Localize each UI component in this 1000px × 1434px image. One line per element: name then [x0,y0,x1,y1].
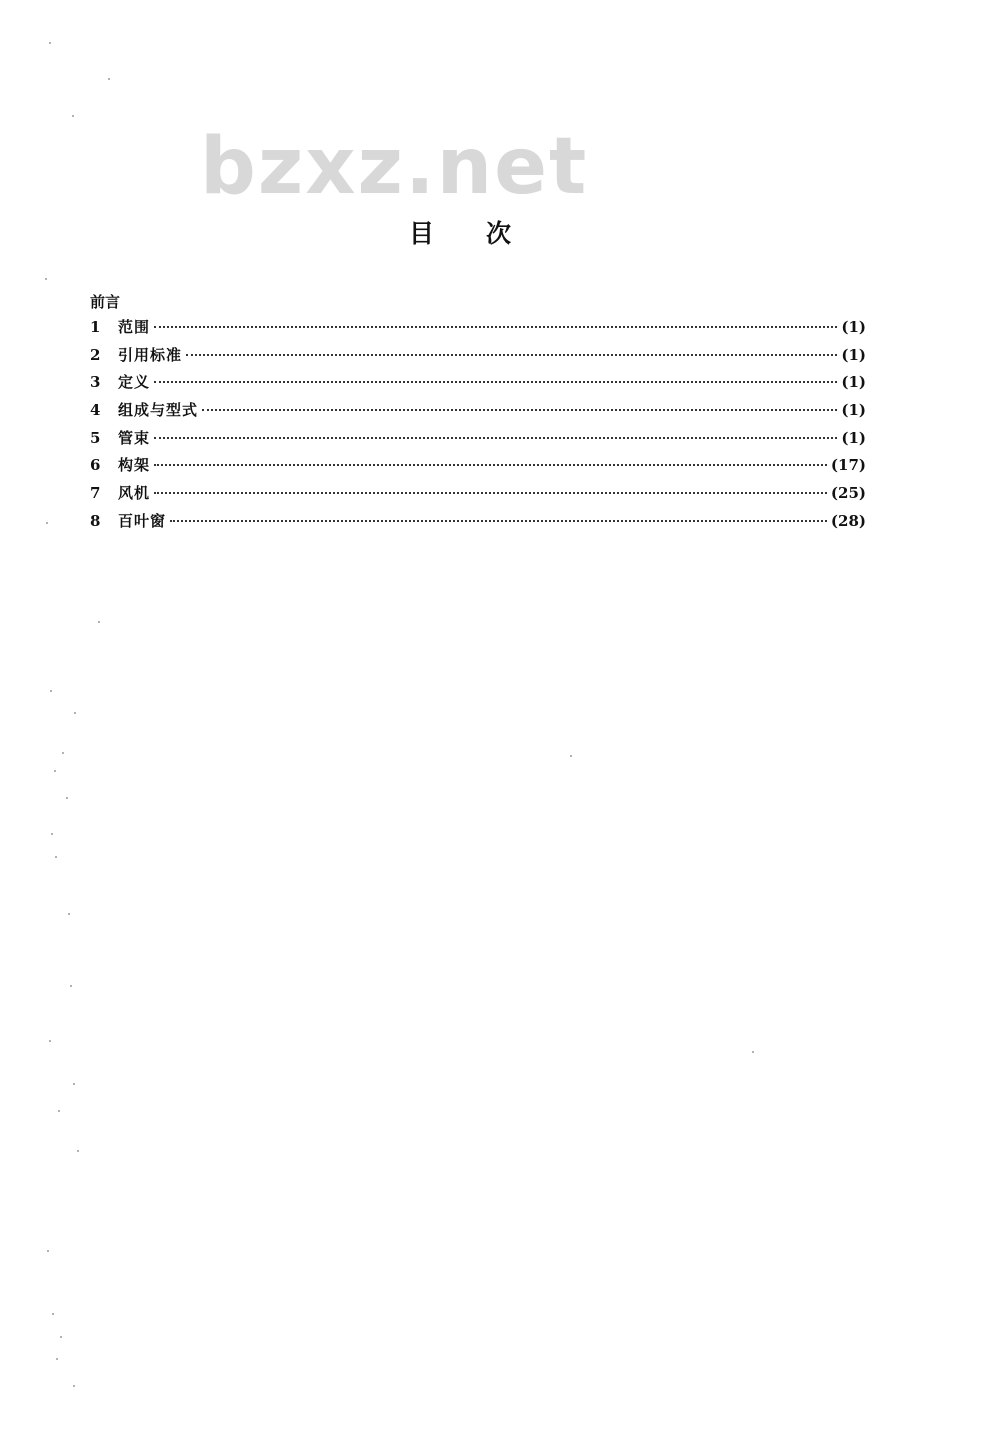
scan-speck [60,1336,62,1338]
scan-speck [752,1051,754,1053]
scan-speck [56,1358,58,1360]
toc-entry-number: 5 [90,428,101,447]
toc-entry[interactable] [90,314,866,342]
scan-speck [570,755,572,757]
toc-entry-page: (25) [830,484,866,503]
dot-leader [170,520,827,522]
toc-entry-label: 组成与型式 [118,401,199,420]
scan-speck [70,985,72,987]
toc-entry-page: (1) [841,373,866,392]
dot-leader [154,464,827,466]
toc-entry-page: (1) [841,428,866,447]
toc-entry-page: (1) [841,401,866,420]
page-title [0,218,920,250]
dot-leader [154,381,837,383]
toc-entry[interactable] [90,452,866,480]
dot-leader [154,492,827,494]
dot-leader [154,326,837,328]
toc-entry-label: 构架 [118,456,151,475]
toc-entry-number: 3 [90,373,101,392]
toc-entry[interactable] [90,480,866,508]
scan-speck [55,856,57,858]
toc-entry[interactable] [90,369,866,397]
toc-entry[interactable] [90,397,866,425]
scan-speck [45,278,47,280]
scan-speck [72,115,74,117]
toc-entry-label: 定义 [118,373,151,392]
scan-speck [66,797,68,799]
scan-speck [73,1385,75,1387]
table-of-contents [90,290,866,536]
scan-speck [52,1313,54,1315]
scan-speck [108,78,110,80]
toc-entry-label: 风机 [118,484,151,503]
watermark: bzxz.net [200,122,589,212]
toc-entry[interactable] [90,342,866,370]
toc-entry[interactable] [90,425,866,453]
toc-entry-page: (1) [841,318,866,336]
toc-entry-label: 百叶窗 [118,511,167,530]
toc-entry-label: 范围 [118,318,151,336]
scan-speck [49,1040,51,1042]
scan-speck [98,621,100,623]
scan-speck [50,690,52,692]
dot-leader [186,354,837,356]
scan-speck [58,1110,60,1112]
toc-entry-page: (1) [841,345,866,364]
scan-speck [62,752,64,754]
toc-entry-page: (28) [830,511,866,530]
toc-entry-page: (17) [830,456,866,475]
title-part-2: 次 [486,219,512,248]
scan-speck [47,1250,49,1252]
scan-speck [73,1083,75,1085]
toc-preface[interactable]: 前言 [90,293,121,311]
toc-entry-number: 8 [90,511,101,530]
title-part-1: 目 [408,219,434,248]
dot-leader [202,409,837,411]
scan-speck [77,1150,79,1152]
toc-entry-label: 引用标准 [118,345,183,364]
toc-entry[interactable] [90,508,866,536]
toc-entry-number: 7 [90,484,101,503]
dot-leader [154,437,837,439]
scan-speck [49,42,51,44]
scan-speck [51,833,53,835]
scan-speck [74,712,76,714]
toc-entry-number: 6 [90,456,101,475]
toc-entry-label: 管束 [118,428,151,447]
scan-speck [46,522,48,524]
scan-speck [68,913,70,915]
toc-entry-number: 2 [90,345,101,364]
scan-speck [54,770,56,772]
toc-entry-number: 4 [90,401,101,420]
toc-entry-number: 1 [90,318,101,336]
